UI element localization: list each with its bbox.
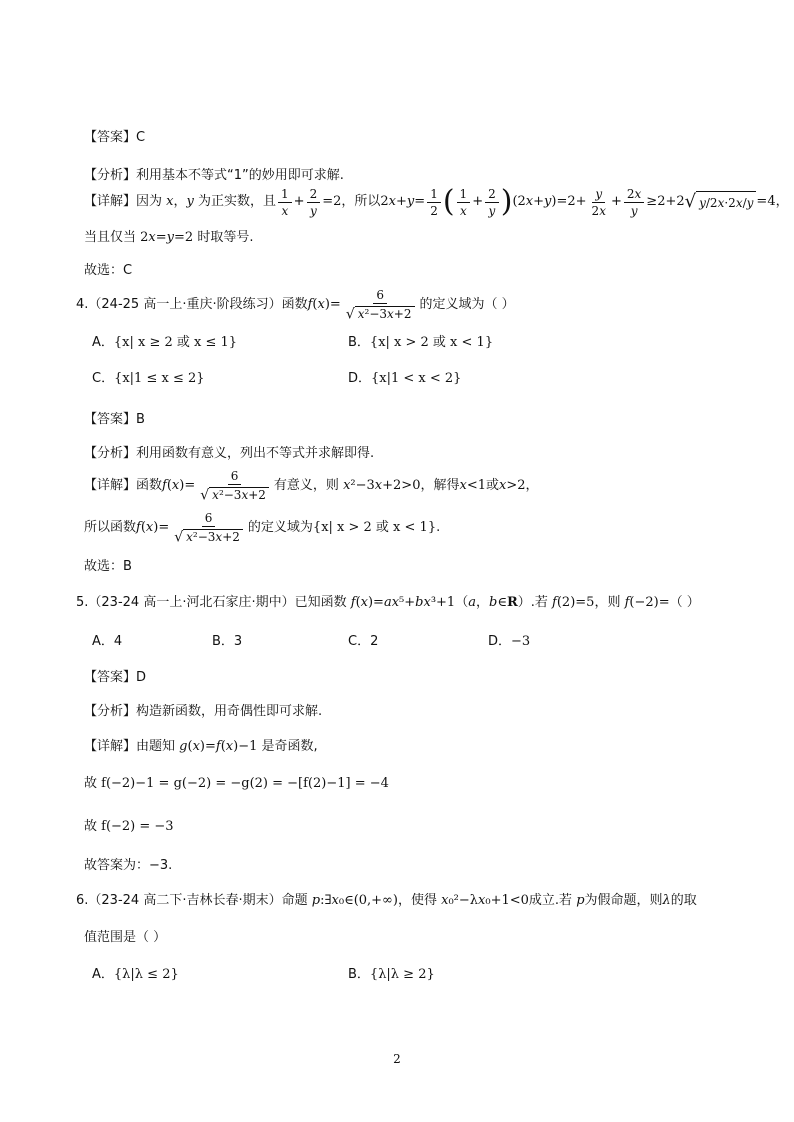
q4-option-c[interactable]: C．{x|1 ≤ x ≤ 2} [92,371,205,386]
q5-step-2: 故 f(−2) = −3 [84,819,174,834]
q5-option-b[interactable]: B．3 [212,634,243,649]
q5-stem: 5.（23-24 高一上·河北石家庄·期中）已知函数 f(x)=ax⁵+bx³+1（a，b∈R）.若 f(2)=5，则 f(−2)=（ ） [76,595,700,610]
q5-option-a[interactable]: A．4 [92,634,123,649]
q3-conclusion: 故选：C [84,263,133,278]
q4-option-d[interactable]: D．{x|1 < x < 2} [348,371,462,386]
q4-analysis: 【分析】利用函数有意义，列出不等式并求解即得. [84,446,375,461]
q6-option-b[interactable]: B．{λ|λ ≥ 2} [348,967,435,982]
q5-step-1: 故 f(−2)−1 = g(−2) = −g(2) = −[f(2)−1] = −4 [84,776,389,791]
q3-analysis: 【分析】利用基本不等式“1”的妙用即可求解. [84,168,344,183]
q4-answer: 【答案】B [84,412,145,427]
q6-stem: 6.（23-24 高二下·吉林长春·期末）命题 p:∃x₀∈(0,+∞)，使得 x₀²−λx₀+1<0成立.若 p为假命题，则λ的取 [76,893,697,908]
q4-option-b[interactable]: B．{x| x > 2 或 x < 1} [348,335,494,350]
q6-option-a[interactable]: A．{λ|λ ≤ 2} [92,967,179,982]
q5-detail: 【详解】由题知 g(x)=f(x)−1 是奇函数, [84,739,318,754]
q5-option-d[interactable]: D．−3 [488,634,531,649]
q5-answer: 【答案】D [84,670,147,685]
q5-conclusion: 故答案为：−3. [84,858,173,873]
q4-option-a[interactable]: A．{x| x ≥ 2 或 x ≤ 1} [92,335,238,350]
q5-analysis: 【分析】构造新函数，用奇偶性即可求解. [84,704,323,719]
q4-stem: 4. （24-25 高一上·重庆·阶段练习） 函数 f(x)= $\frac{6}{\text{√ x²−3x+2}}$ 的定义域为（ ） [76,287,515,323]
q3-detail-line2: 当且仅当 2x=y=2 时取等号. [84,230,254,245]
page-number: 2 [393,1052,401,1066]
q3-answer: 【答案】C [84,130,146,145]
q3-detail: 【详解】 因为 x ， y 为正实数，且 $\frac{1}{x}$ + $\frac{2}{y}$ =2 ，所以 2x+y= $\frac{1}{2}$ ( $\frac{1}{x}$ + $\frac{2}{y}$ ) (2x+y)=2+ $\frac{y}{2x}$ + $\frac{2x}{y}$ ≥2+2 √ y/2x·2x/y =4 ， [84,184,789,219]
q6-stem-line2: 值范围是（ ） [84,930,167,945]
q4-detail-line2: 所以函数 f(x)= $\frac{6}{\text{√ x²−3x+2}}$ 的定义域为 {x| x > 2 或 x < 1} . [84,510,441,546]
q4-detail: 【详解】 函数 f(x)= $\frac{6}{\text{√ x²−3x+2}}$ 有意义，则 x²−3x+2>0 ，解得 x<1 或 x>2 ， [84,468,539,504]
q4-conclusion: 故选：B [84,559,132,574]
q5-option-c[interactable]: C．2 [348,634,379,649]
